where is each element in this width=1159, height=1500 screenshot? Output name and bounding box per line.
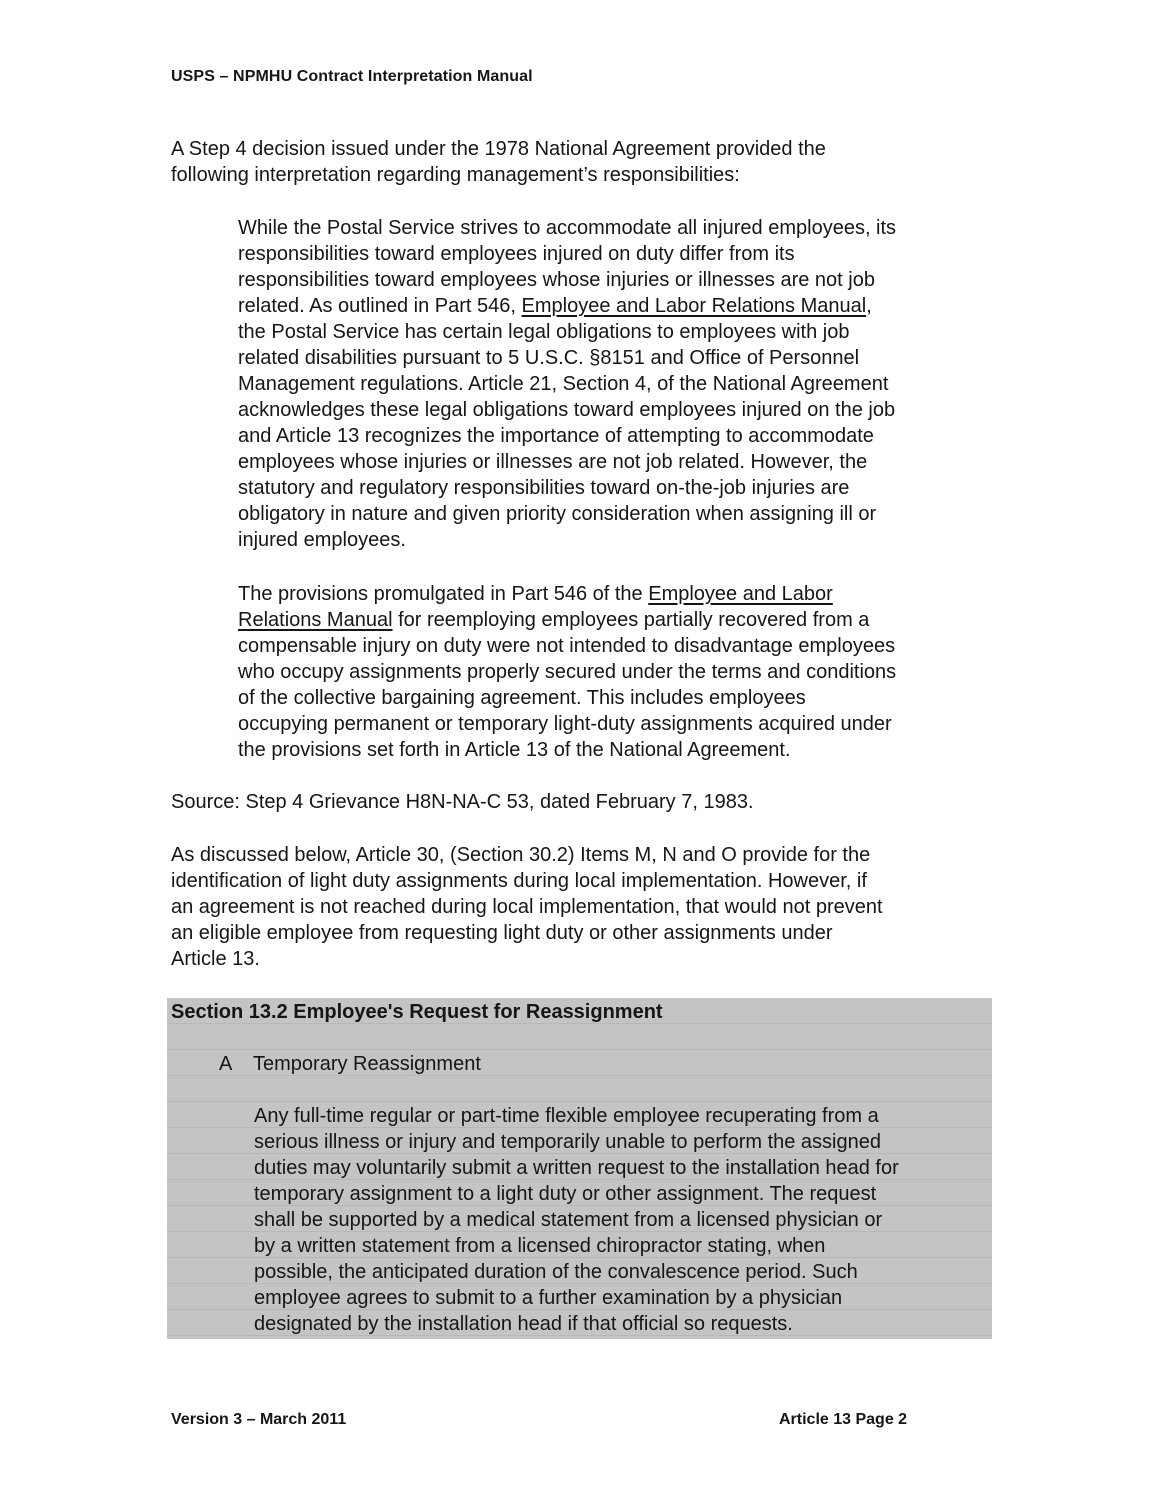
quote-line: compensable injury on duty were not intended to disadvantage employees	[238, 635, 896, 657]
quote-line	[238, 607, 998, 633]
quote-paragraph-1	[238, 215, 998, 553]
quote-line: Management regulations. Article 21, Section 4, of the National Agreement	[238, 373, 889, 395]
subsection-letter: A	[219, 1053, 233, 1075]
quote-line: employees whose injuries or illnesses are not job related. However, the	[238, 451, 868, 473]
intro-paragraph	[171, 136, 971, 188]
quote-line: injured employees.	[238, 529, 406, 551]
quote-line: the Postal Service has certain legal obligations to employees with job	[238, 321, 850, 343]
quote-paragraph-2	[238, 581, 998, 763]
quote-text: The provisions promulgated in Part 546 of the	[238, 583, 649, 605]
discussion-paragraph	[171, 842, 971, 972]
quote-text: for reemploying employees partially recovered from a	[392, 609, 870, 631]
source-citation	[171, 789, 971, 815]
quote-text: ,	[866, 295, 872, 317]
quote-line: statutory and regulatory responsibilities toward on-the-job injuries are	[238, 477, 850, 499]
elm-reference: Relations Manual	[238, 609, 393, 631]
quote-line: acknowledges these legal obligations toward employees injured on the job	[238, 399, 896, 421]
discussion-line: As discussed below, Article 30, (Section 30.2) Items M, N and O provide for the	[171, 844, 871, 866]
section-line: Any full-time regular or part-time flexible employee recuperating from a	[254, 1105, 879, 1127]
quote-line: and Article 13 recognizes the importance of attempting to accommodate	[238, 425, 874, 447]
elm-reference: Employee and Labor	[648, 583, 833, 605]
section-line: shall be supported by a medical statement from a licensed physician or	[254, 1209, 883, 1231]
section-line: by a written statement from a licensed chiropractor stating, when	[254, 1235, 826, 1257]
quote-text: related. As outlined in Part 546,	[238, 295, 522, 317]
subsection-heading	[219, 1051, 481, 1077]
quote-line	[238, 293, 998, 319]
section-line: temporary assignment to a light duty or other assignment. The request	[254, 1183, 877, 1205]
quote-line: responsibilities toward employees whose injuries or illnesses are not job	[238, 269, 875, 291]
section-line: possible, the anticipated duration of the convalescence period. Such	[254, 1261, 858, 1283]
discussion-line: Article 13.	[171, 948, 260, 970]
quote-line: the provisions set forth in Article 13 of the National Agreement.	[238, 739, 791, 761]
quote-line: related disabilities pursuant to 5 U.S.C. §8151 and Office of Personnel	[238, 347, 860, 369]
section-line: employee agrees to submit to a further examination by a physician	[254, 1287, 843, 1309]
quote-line: who occupy assignments properly secured under the terms and conditions	[238, 661, 897, 683]
quote-line: responsibilities toward employees injured on duty differ from its	[238, 243, 795, 265]
quote-line	[238, 581, 998, 607]
footer-page-number: Article 13 Page 2	[779, 1411, 908, 1428]
quote-line: obligatory in nature and given priority consideration when assigning ill or	[238, 503, 877, 525]
subsection-title: Temporary Reassignment	[253, 1053, 481, 1075]
quote-line: of the collective bargaining agreement. This includes employees	[238, 687, 806, 709]
quote-line: occupying permanent or temporary light-duty assignments acquired under	[238, 713, 892, 735]
section-body	[254, 1103, 994, 1337]
discussion-line: an agreement is not reached during local implementation, that would not prevent	[171, 896, 883, 918]
section-title: Section 13.2 Employee's Request for Reassignment	[171, 1001, 663, 1023]
section-line: designated by the installation head if that official so requests.	[254, 1313, 793, 1335]
quote-line: While the Postal Service strives to accommodate all injured employees, its	[238, 217, 897, 239]
discussion-line: identification of light duty assignments during local implementation. However, if	[171, 870, 867, 892]
section-line: serious illness or injury and temporarily unable to perform the assigned	[254, 1131, 881, 1153]
page-header: USPS – NPMHU Contract Interpretation Manual	[171, 68, 533, 85]
footer-version: Version 3 – March 2011	[171, 1411, 347, 1428]
discussion-line: an eligible employee from requesting light duty or other assignments under	[171, 922, 833, 944]
section-line: duties may voluntarily submit a written request to the installation head for	[254, 1157, 899, 1179]
intro-line: A Step 4 decision issued under the 1978 National Agreement provided the	[171, 138, 826, 160]
source-line: Source: Step 4 Grievance H8N-NA-C 53, dated February 7, 1983.	[171, 791, 754, 813]
elm-reference: Employee and Labor Relations Manual	[521, 295, 867, 317]
intro-line: following interpretation regarding management’s responsibilities:	[171, 164, 740, 186]
